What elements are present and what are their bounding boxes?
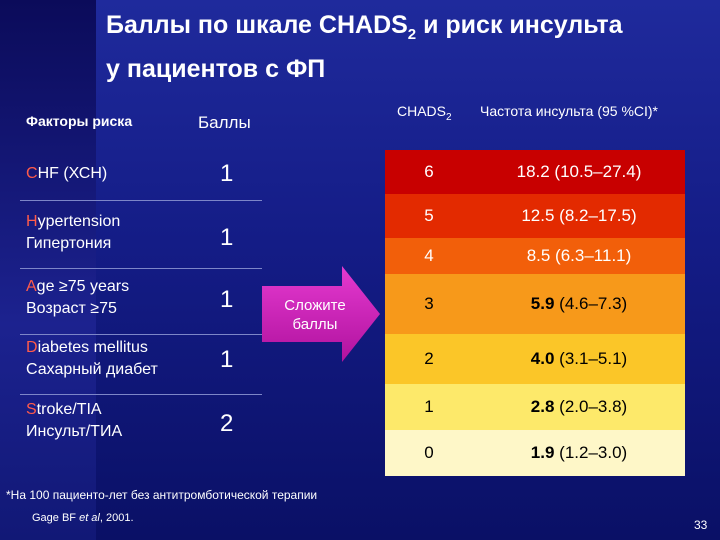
row-divider [20,268,262,269]
stroke-rate: 2.8 (2.0–3.8) [530,397,628,416]
side-band [0,0,96,540]
chads-score: 0 [424,443,434,462]
factor-diabetes: Diabetes mellitus Сахарный диабет [26,339,158,378]
chads-score: 2 [424,349,434,368]
page-number: 33 [694,518,708,532]
stroke-rate: 1.9 (1.2–3.0) [530,443,628,462]
row-divider [20,334,262,335]
header-stroke-rate: Частота инсульта (95 %CI)* [480,103,659,119]
header-risk-factors: Факторы риска [26,113,133,129]
table-row [385,238,685,274]
chads-score: 4 [424,246,434,265]
header-chads2: $CHADS_2$ [397,103,452,123]
slide-title: Баллы по шкале $CHADS_2$ и риск инсульта у пациентов с ФП [106,11,623,83]
points-chf: 1 [220,160,234,187]
factor-hypertension: Hypertension Гипертония [26,213,121,252]
factor-age: Age ≥75 years Возраст ≥75 [26,278,130,317]
stroke-rate: 5.9 (4.6–7.3) [530,294,628,313]
chads-score: 3 [424,294,434,313]
stroke-rate: 4.0 (3.1–5.1) [530,349,628,368]
row-divider [20,394,262,395]
stroke-rate: 18.2 (10.5–27.4) [516,162,642,181]
table-row [385,430,685,476]
arrow-label: Сложите баллы [284,297,346,333]
header-points: Баллы [198,113,251,132]
factor-chf: CHF (ХСН) [26,165,108,182]
points-age: 1 [220,286,234,313]
footnote: *На 100 пациенто-лет без антитромботической терапии [6,488,318,502]
table-row [385,194,685,238]
table-row [385,384,685,430]
points-hypertension: 1 [220,224,234,251]
factor-stroke: Stroke/TIA Инсульт/ТИА [26,401,123,440]
chads-score: 5 [424,206,434,225]
stroke-rate: 8.5 (6.3–11.1) [526,246,632,265]
reference: Gage BF et al, 2001. [32,512,134,524]
points-stroke: 2 [220,410,234,437]
table-row [385,274,685,334]
chads-score: 6 [424,162,434,181]
table-row [385,334,685,384]
chads-score: 1 [424,397,434,416]
stroke-rate: 12.5 (8.2–17.5) [521,206,637,225]
row-divider [20,200,262,201]
points-diabetes: 1 [220,346,234,373]
table-row [385,150,685,194]
